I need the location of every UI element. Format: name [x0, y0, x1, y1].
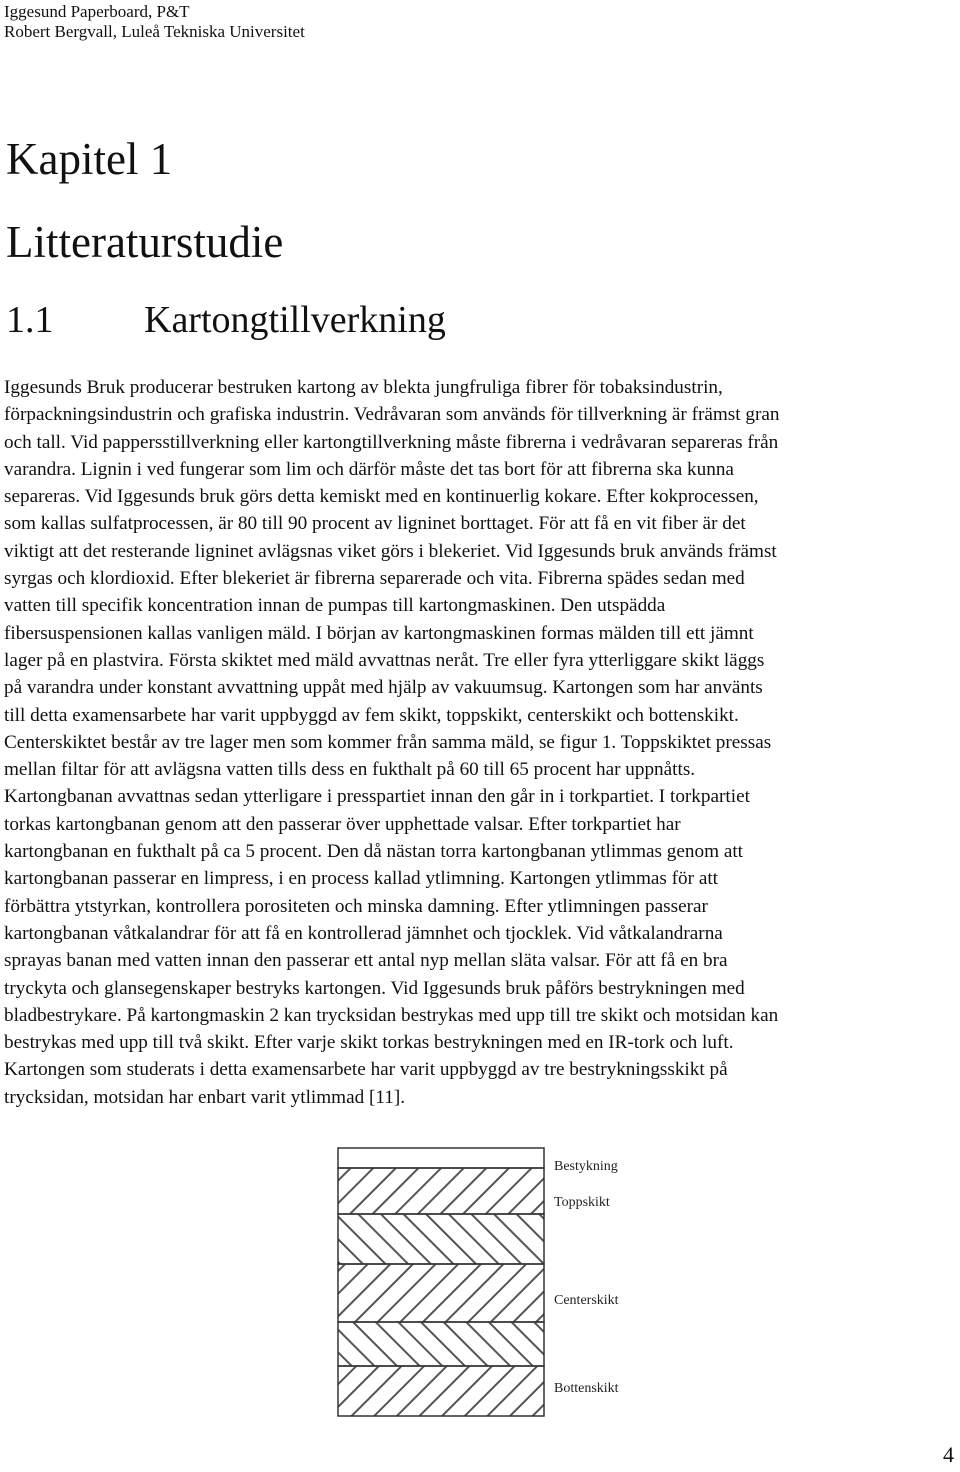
coating-layer — [338, 1148, 544, 1168]
body-line: förbättra ytstyrkan, kontrollera porositeten och minska damning. Efter ytlimningen passerar — [4, 895, 708, 917]
body-line: vatten till specifik koncentration innan de pumpas till kartongmaskinen. Den utspädda — [4, 595, 666, 617]
body-line: kartongbanan passerar en limpress, i en process kallad ytlimning. Kartongen ytlimmas för att — [4, 868, 719, 890]
chapter-title: Kapitel 1 — [6, 134, 173, 184]
page-number: 4 — [943, 1442, 954, 1467]
body-paragraph — [4, 374, 956, 1111]
running-header-author: Robert Bergvall, Luleå Tekniska Universitet — [4, 22, 305, 41]
board-layer-figure — [330, 1142, 636, 1422]
section-number: 1.1 — [6, 299, 54, 341]
top-ply-layer — [338, 1168, 544, 1214]
body-line: trycksidan, motsidan har enbart varit ytlimmad [11]. — [4, 1086, 406, 1108]
body-line: på varandra under konstant avvattning uppåt med hjälp av vakuumsug. Kartongen som har använts — [4, 677, 763, 699]
body-line: förpackningsindustrin och grafiska industrin. Vedråvaran som används för tillverkning är främst gran — [4, 404, 780, 426]
bottom-ply-layer — [338, 1366, 544, 1416]
board-layer-diagram — [330, 1142, 636, 1422]
body-line: torkas kartongbanan genom att den passerar över upphettade valsar. Efter torkpartiet har — [4, 813, 681, 835]
center-ply-layer-3 — [338, 1322, 544, 1366]
label-top-ply: Toppskikt — [554, 1195, 610, 1210]
body-line: som kallas sulfatprocessen, är 80 till 90 procent av ligninet borttaget. För att få en vit fiber är det — [4, 513, 746, 535]
body-line: kartongbanan våtkalandrar för att få en kontrollerad jämnhet och tjocklek. Vid våtkalandrarna — [4, 922, 723, 944]
section-heading — [6, 296, 446, 344]
body-line: viktigt att det resterande ligninet avlägsnas viket görs i blekeriet. Vid Iggesunds bruk används främst — [4, 540, 777, 562]
body-line: bladbestrykare. På kartongmaskin 2 kan trycksidan bestrykas med upp till tre skikt och motsidan kan — [4, 1004, 779, 1026]
chapter-subtitle: Litteraturstudie — [6, 217, 284, 267]
body-line: och tall. Vid pappersstillverkning eller kartongtillverkning måste fibrerna i vedråvaran separeras från — [4, 431, 779, 453]
body-line: separeras. Vid Iggesunds bruk görs detta kemiskt med en kontinuerlig kokare. Efter kokprocessen, — [4, 486, 759, 508]
body-line: mellan filtar för att avlägsna vatten tills dess en fukthalt på 60 till 65 procent har uppnåtts. — [4, 759, 696, 781]
body-line: Kartongbanan avvattnas sedan ytterligare i presspartiet innan den går in i torkpartiet. I torkpartiet — [4, 786, 750, 808]
body-line: varandra. Lignin i ved fungerar som lim och därför måste det tas bort för att fibrerna ska kunna — [4, 458, 734, 480]
body-line: syrgas och klordioxid. Efter blekeriet är fibrerna separerade och vita. Fibrerna spädes sedan med — [4, 568, 745, 590]
body-line: till detta examensarbete har varit uppbyggd av fem skikt, toppskikt, centerskikt och bottenskikt. — [4, 704, 739, 726]
body-line: lager på en plastvira. Första skiktet med mäld avvattnas neråt. Tre eller fyra ytterliggare skikt läggs — [4, 649, 765, 671]
running-header-organization: Iggesund Paperboard, P&T — [4, 2, 190, 21]
body-line: sprayas banan med vatten innan den passerar ett antal nyp mellan släta valsar. För att få en bra — [4, 950, 728, 972]
center-ply-layer-2 — [338, 1264, 544, 1322]
body-line: Iggesunds Bruk producerar bestruken kartong av blekta jungfruliga fibrer för tobaksindustrin, — [4, 377, 723, 398]
label-coating: Bestykning — [554, 1159, 618, 1174]
center-ply-layer-1 — [338, 1214, 544, 1264]
body-line: Centerskiktet består av tre lager men som kommer från samma mäld, se figur 1. Toppskiktet pressas — [4, 731, 772, 753]
body-line: tryckyta och glansegenskaper bestryks kartongen. Vid Iggesunds bruk påförs bestrykningen med — [4, 977, 745, 999]
label-bottom-ply: Bottenskikt — [554, 1381, 619, 1396]
label-center-ply: Centerskikt — [554, 1293, 619, 1308]
section-title: Kartongtillverkning — [144, 299, 446, 341]
body-line: bestrykas med upp till två skikt. Efter varje skikt torkas bestrykningen med en IR-tork och luft. — [4, 1032, 734, 1054]
body-line: Kartongen som studerats i detta examensarbete har varit uppbyggd av tre bestrykningsskikt på — [4, 1059, 728, 1081]
body-line: kartongbanan en fukthalt på ca 5 procent. Den då nästan torra kartongbanan ytlimmas genom att — [4, 841, 743, 863]
body-line: fibersuspensionen kallas vanligen mäld. I början av kartongmaskinen formas mälden till ett jämnt — [4, 622, 754, 644]
